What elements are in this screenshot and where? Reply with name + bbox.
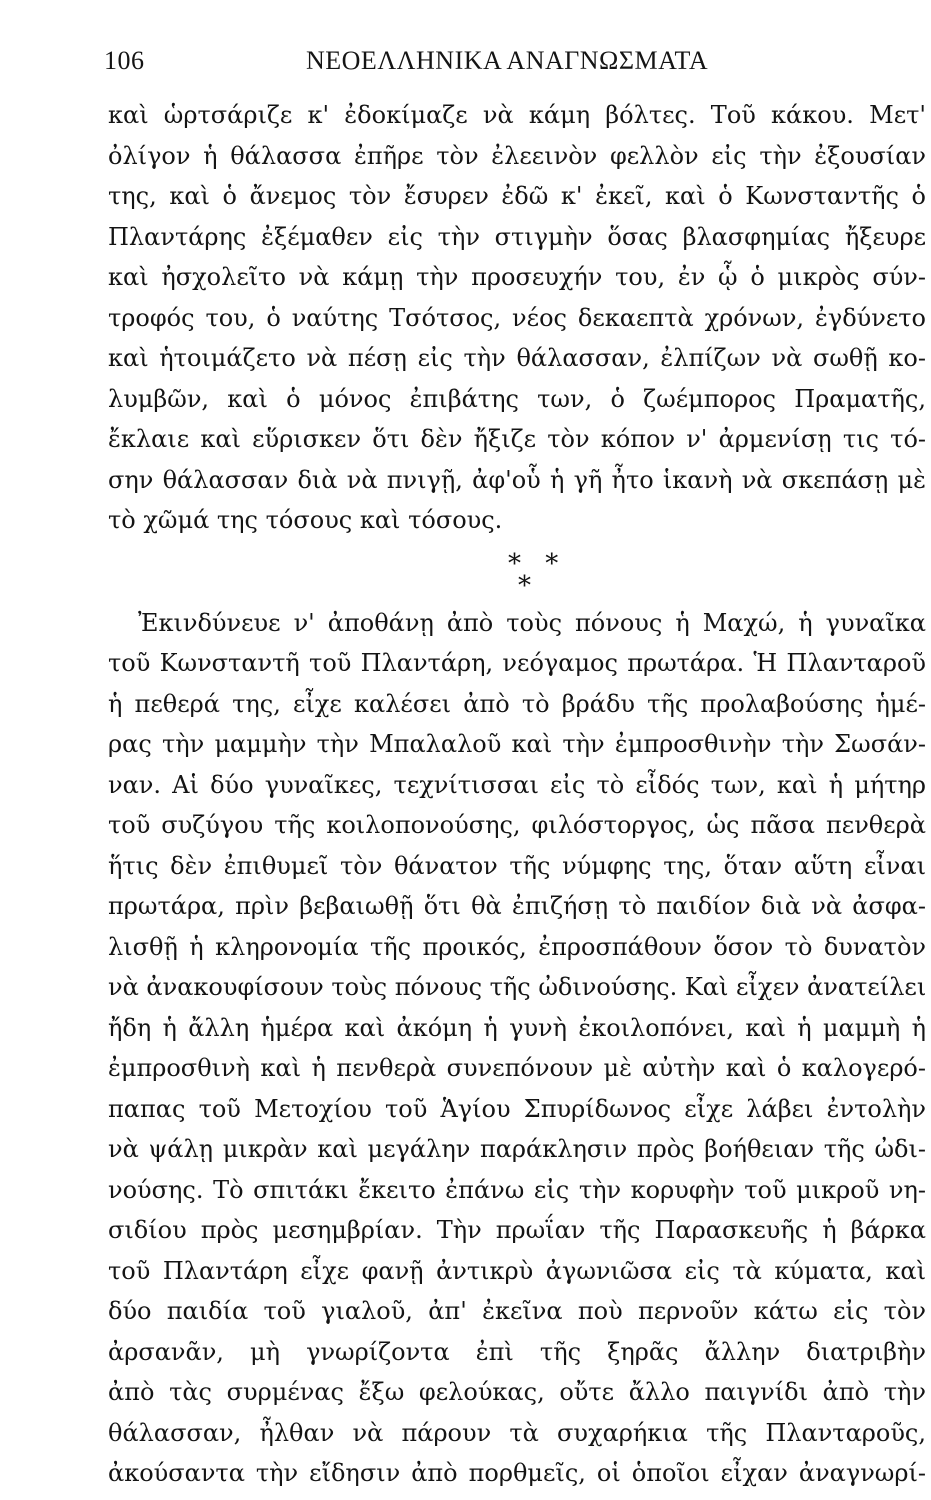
text-line: νούσης. Τὸ σπιτάκι ἔκειτο ἐπάνω εἰς τὴν κορυφὴν τοῦ μικροῦ νη- xyxy=(108,1175,926,1204)
text-line: ἡ πεθερά της, εἶχε καλέσει ἀπὸ τὸ βράδυ τῆς προλαβούσης ἡμέ- xyxy=(108,689,926,718)
text-line: Ἐκινδύνευε ν' ἀποθάνῃ ἀπὸ τοὺς πόνους ἡ Μαχώ, ἡ γυναῖκα xyxy=(138,608,926,637)
text-line: νὰ ἀνακουφίσουν τοὺς πόνους τῆς ὠδινούσης. Καὶ εἶχεν ἀνατείλει xyxy=(108,973,926,1001)
page-number: 106 xyxy=(104,46,145,75)
text-line: σιδίου πρὸς μεσημβρίαν. Τὴν πρωΐαν τῆς Παρασκευῆς ἡ βάρκα xyxy=(108,1216,926,1244)
text-line: καὶ ἡτοιμάζετο νὰ πέσῃ εἰς τὴν θάλασσαν, ἐλπίζων νὰ σωθῇ κο- xyxy=(108,344,926,372)
text-line: τοῦ Κωνσταντῆ τοῦ Πλαντάρη, νεόγαμος πρωτάρα. Ἡ Πλανταροῦ xyxy=(108,649,926,677)
text-line: νὰ ψάλῃ μικρὰν καὶ μεγάλην παράκλησιν πρὸς βοήθειαν τῆς ὠδι- xyxy=(108,1135,926,1163)
asterism-bottom: * xyxy=(518,570,531,601)
text-line: Πλαντάρης ἐξέμαθεν εἰς τὴν στιγμὴν ὅσας βλασφημίας ἤξευρε xyxy=(108,222,926,251)
text-line: ἥτις δὲν ἐπιθυμεῖ τὸν θάνατον τῆς νύμφης της, ὅταν αὕτη εἶναι xyxy=(108,851,926,880)
text-line: καὶ ὡρτσάριζε κ' ἐδοκίμαζε νὰ κάμη βόλτες. Τοῦ κάκου. Μετ' xyxy=(108,101,926,129)
text-line: λισθῇ ἡ κληρονομία τῆς προικός, ἐπροσπάθουν ὅσον τὸ δυνατὸν xyxy=(108,932,926,961)
section-asterism xyxy=(108,541,926,603)
asterism-top: * * xyxy=(508,548,567,579)
text-line: ὀλίγον ἡ θάλασσα ἐπῆρε τὸν ἐλεεινὸν φελλὸν εἰς τὴν ἐξουσίαν xyxy=(108,141,926,170)
page-header xyxy=(0,40,931,80)
text-line: τοῦ Πλαντάρη εἶχε φανῇ ἀντικρὺ ἀγωνιῶσα εἰς τὰ κύματα, καὶ xyxy=(108,1256,926,1285)
text-line: τροφός του, ὁ ναύτης Τσότσος, νέος δεκαεπτὰ χρόνων, ἐγδύνετο xyxy=(108,303,926,332)
paragraph-1 xyxy=(108,95,926,541)
text-line: παπας τοῦ Μετοχίου τοῦ Ἁγίου Σπυρίδωνος εἶχε λάβει ἐντολὴν xyxy=(108,1094,926,1123)
text-line: θάλασσαν, ἦλθαν νὰ πάρουν τὰ συχαρήκια τῆς Πλανταροῦς, xyxy=(108,1418,926,1447)
page-body xyxy=(108,95,926,1494)
text-line: ἀρσανᾶν, μὴ γνωρίζοντα ἐπὶ τῆς ξηρᾶς ἄλλην διατριβὴν xyxy=(108,1337,926,1366)
text-line: ναν. Αἱ δύο γυναῖκες, τεχνίτισσαι εἰς τὸ εἶδός των, καὶ ἡ μήτηρ xyxy=(108,770,926,799)
text-line: της, καὶ ὁ ἄνεμος τὸν ἔσυρεν ἐδῶ κ' ἐκεῖ, καὶ ὁ Κωνσταντῆς ὁ xyxy=(108,182,926,210)
text-line: ἔκλαιε καὶ εὕρισκεν ὅτι δὲν ἤξιζε τὸν κόπον ν' ἀρμενίσῃ τις τό- xyxy=(108,425,926,453)
text-line: καὶ ἠσχολεῖτο νὰ κάμῃ τὴν προσευχήν του, ἐν ᾧ ὁ μικρὸς σύν- xyxy=(108,263,926,291)
paragraph-2 xyxy=(108,603,926,1494)
text-line: λυμβῶν, καὶ ὁ μόνος ἐπιβάτης των, ὁ ζωέμπορος Πραματῆς, xyxy=(108,384,926,413)
text-line: πρωτάρα, πρὶν βεβαιωθῇ ὅτι θὰ ἐπιζήσῃ τὸ παιδίον διὰ νὰ ἀσφα- xyxy=(108,892,926,920)
running-title: ΝΕΟΕΛΛΗΝΙΚΑ ΑΝΑΓΝΩΣΜΑΤΑ xyxy=(306,46,709,75)
text-line: τοῦ συζύγου τῆς κοιλοπονούσης, φιλόστοργος, ὡς πᾶσα πενθερὰ xyxy=(108,811,926,839)
text-line: ρας τὴν μαμμὴν τὴν Μπαλαλοῦ καὶ τὴν ἐμπροσθινὴν τὴν Σωσάν- xyxy=(108,730,926,758)
text-line: σην θάλασσαν διὰ νὰ πνιγῇ, ἀφ'οὗ ἡ γῆ ἦτο ἱκανὴ νὰ σκεπάσῃ μὲ xyxy=(108,465,926,494)
text-line: ἐμπροσθινὴ καὶ ἡ πενθερὰ συνεπόνουν μὲ αὐτὴν καὶ ὁ καλογερό- xyxy=(108,1054,926,1082)
text-line: δύο παιδία τοῦ γιαλοῦ, ἀπ' ἐκεῖνα ποὺ περνοῦν κάτω εἰς τὸν xyxy=(108,1297,926,1325)
text-line: ἀκούσαντα τὴν εἴδησιν ἀπὸ πορθμεῖς, οἱ ὁποῖοι εἶχαν ἀναγνωρί- xyxy=(108,1459,926,1487)
text-line: τὸ χῶμά της τόσους καὶ τόσους. xyxy=(108,506,503,534)
text-line: ἀπὸ τὰς συρμένας ἔξω φελούκας, οὔτε ἄλλο παιγνίδι ἀπὸ τὴν xyxy=(108,1378,926,1406)
text-line: ἤδη ἡ ἄλλη ἡμέρα καὶ ἀκόμη ἡ γυνὴ ἐκοιλοπόνει, καὶ ἡ μαμμὴ ἡ xyxy=(108,1013,926,1042)
